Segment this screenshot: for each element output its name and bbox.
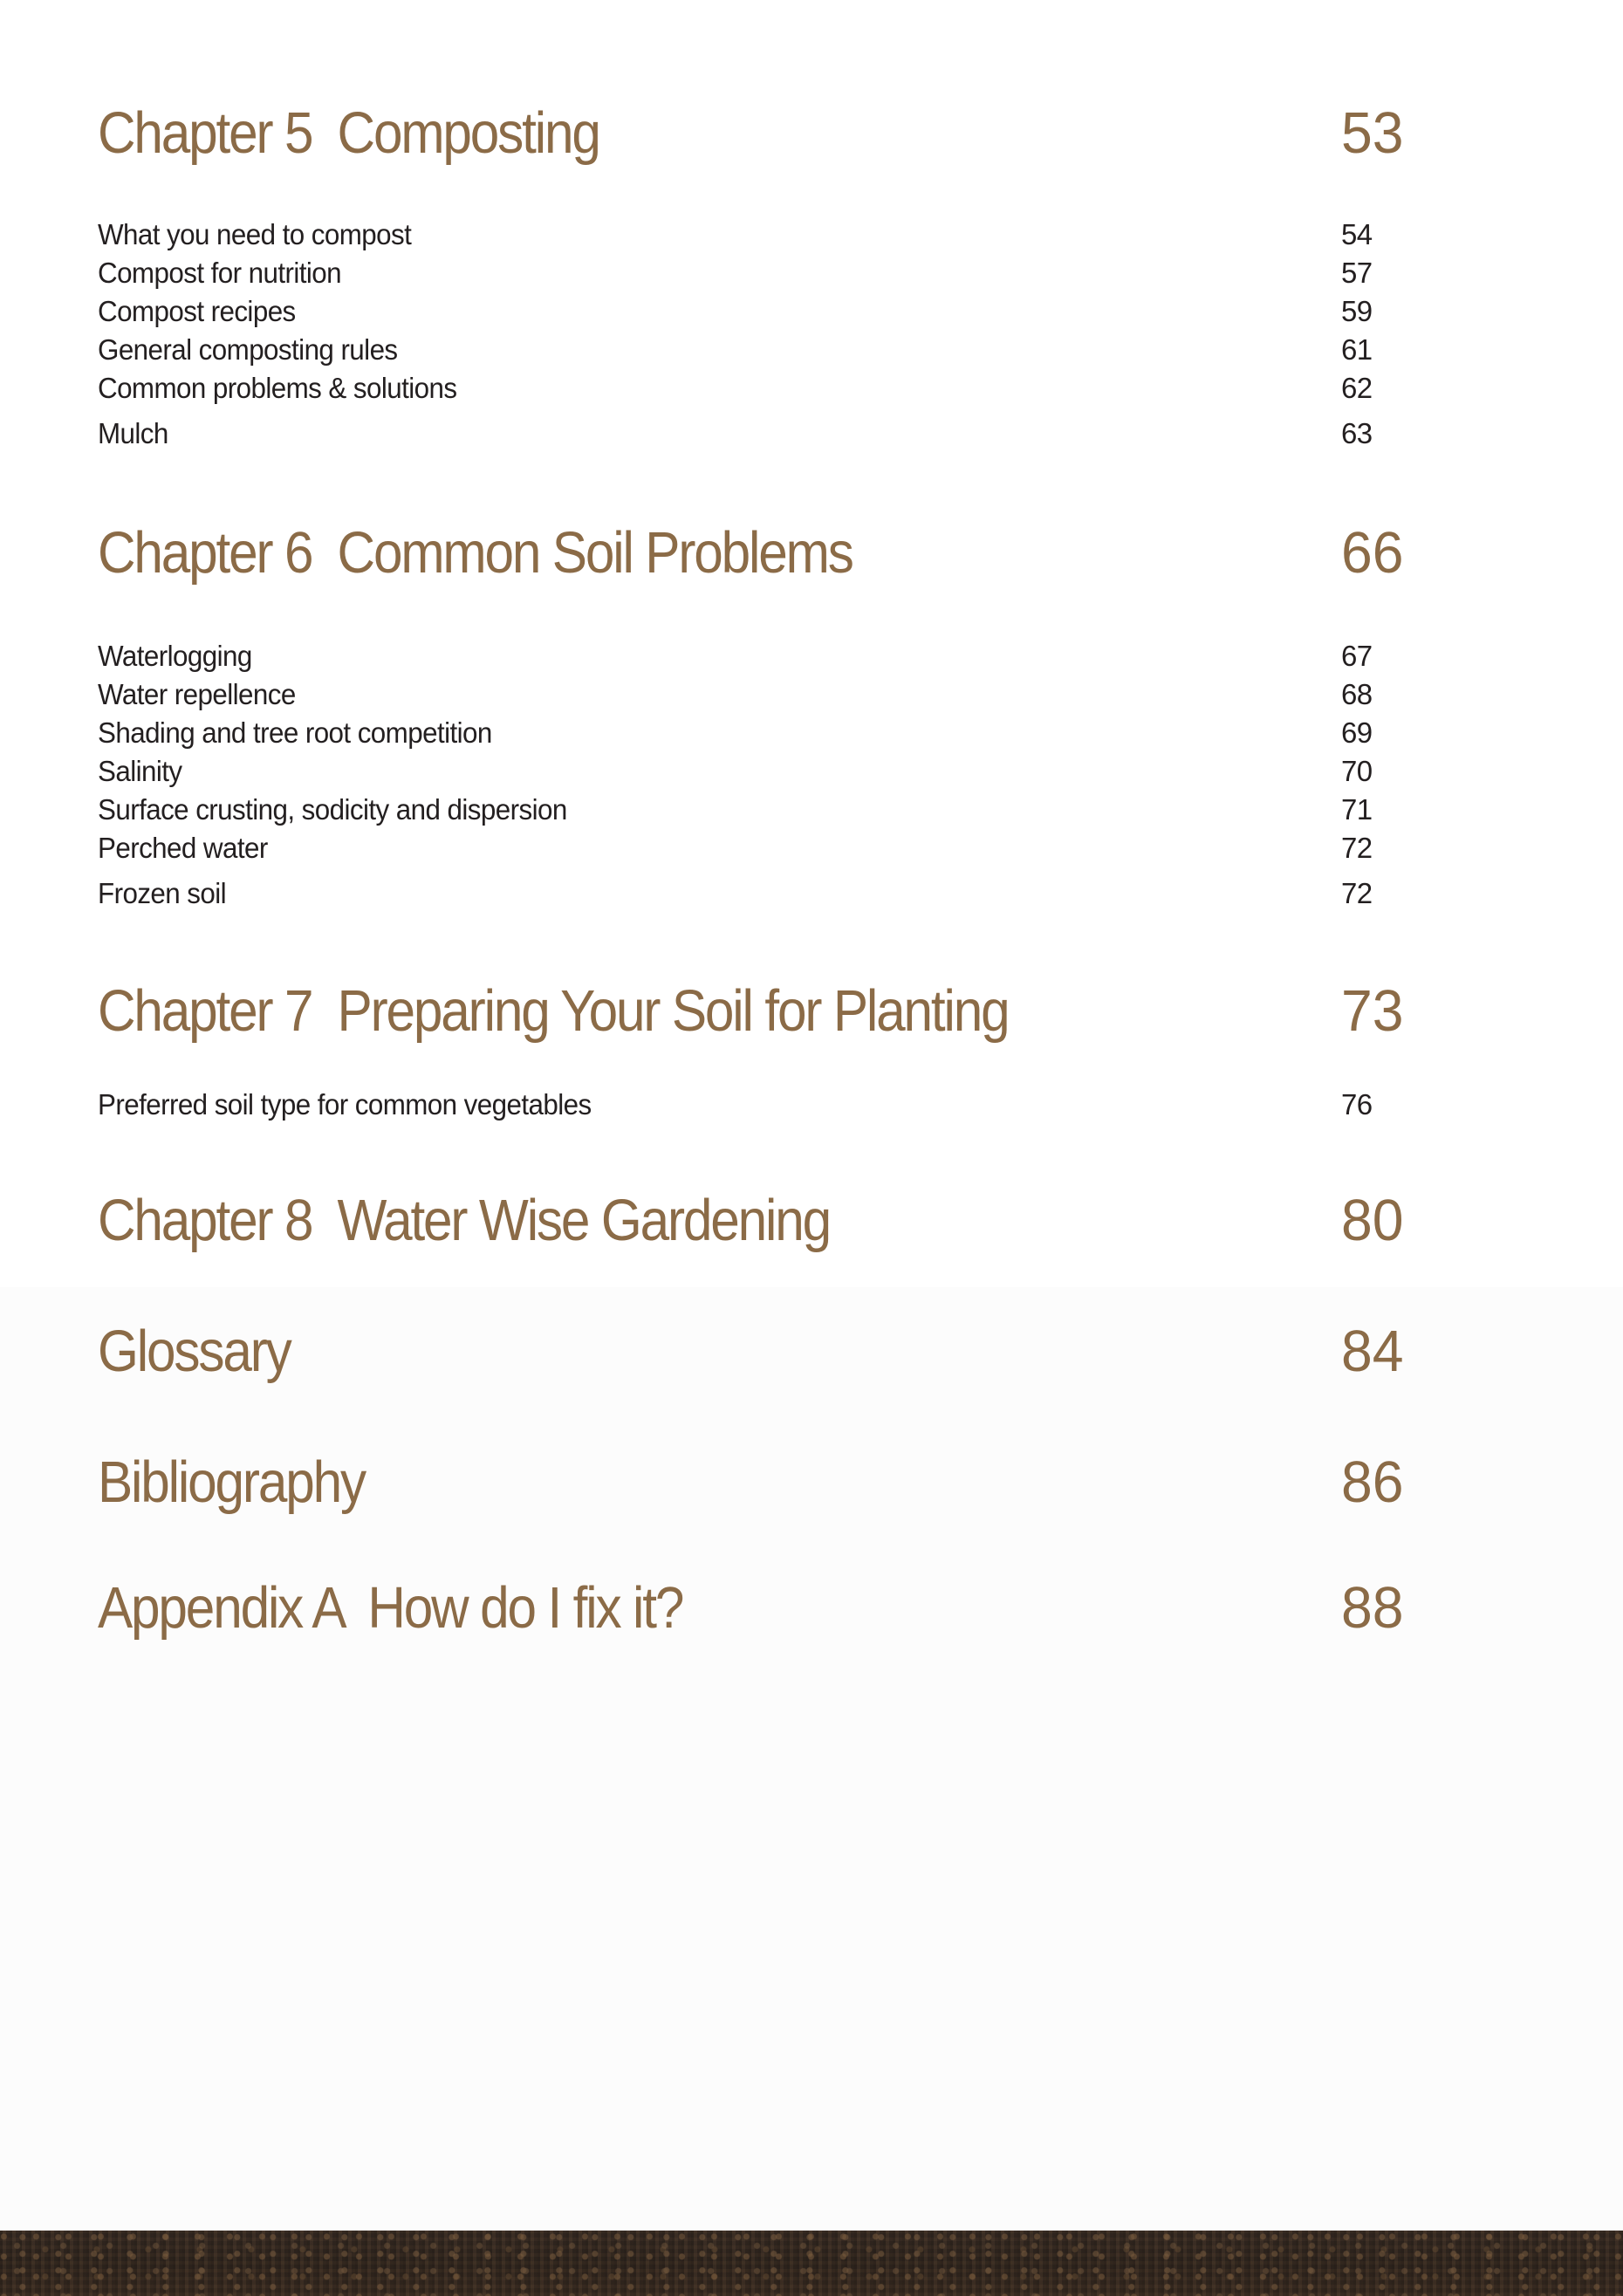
soil-strip-image [0, 2231, 1623, 2296]
section-page-number: 57 [1341, 257, 1373, 289]
section-page-number: 67 [1341, 640, 1373, 672]
section-page-number: 70 [1341, 755, 1373, 787]
section-title[interactable]: Mulch [98, 417, 168, 449]
section-title[interactable]: Waterlogging [98, 640, 252, 672]
chapter-title[interactable]: Chapter 8 Water Wise Gardening [98, 1188, 831, 1253]
section-page-number: 59 [1341, 295, 1373, 327]
chapter-title[interactable]: Glossary [98, 1319, 291, 1384]
section-title[interactable]: Shading and tree root competition [98, 716, 492, 749]
chapter-page-number: 88 [1341, 1575, 1404, 1641]
section-title[interactable]: Surface crusting, sodicity and dispersion [98, 793, 567, 826]
section-title[interactable]: Frozen soil [98, 877, 227, 909]
section-title[interactable]: Compost recipes [98, 295, 296, 327]
section-page-number: 71 [1341, 793, 1373, 826]
chapter-page-number: 53 [1341, 100, 1404, 166]
chapter-page-number: 73 [1341, 978, 1404, 1044]
chapter-page-number: 86 [1341, 1450, 1404, 1515]
section-page-number: 72 [1341, 832, 1373, 864]
section-title[interactable]: Water repellence [98, 678, 296, 710]
section-page-number: 68 [1341, 678, 1373, 710]
section-title[interactable]: General composting rules [98, 333, 398, 366]
section-page-number: 63 [1341, 417, 1373, 449]
section-title[interactable]: Common problems & solutions [98, 372, 457, 404]
section-page-number: 69 [1341, 716, 1373, 749]
section-page-number: 62 [1341, 372, 1373, 404]
section-page-number: 54 [1341, 218, 1373, 250]
chapter-title[interactable]: Chapter 5 Composting [98, 100, 599, 166]
section-title[interactable]: Compost for nutrition [98, 257, 342, 289]
chapter-title[interactable]: Bibliography [98, 1450, 365, 1515]
section-page-number: 61 [1341, 333, 1373, 366]
section-title[interactable]: What you need to compost [98, 218, 412, 250]
chapter-page-number: 84 [1341, 1319, 1404, 1384]
chapter-page-number: 80 [1341, 1188, 1404, 1253]
section-title[interactable]: Preferred soil type for common vegetables [98, 1088, 592, 1121]
section-page-number: 72 [1341, 877, 1373, 909]
section-page-number: 76 [1341, 1088, 1373, 1121]
chapter-title[interactable]: Chapter 7 Preparing Your Soil for Planting [98, 978, 1009, 1044]
page-background-lower [0, 1287, 1623, 2296]
chapter-title[interactable]: Chapter 6 Common Soil Problems [98, 520, 853, 586]
chapter-page-number: 66 [1341, 520, 1404, 586]
section-title[interactable]: Salinity [98, 755, 182, 787]
chapter-title[interactable]: Appendix A How do I fix it? [98, 1575, 683, 1641]
section-title[interactable]: Perched water [98, 832, 268, 864]
